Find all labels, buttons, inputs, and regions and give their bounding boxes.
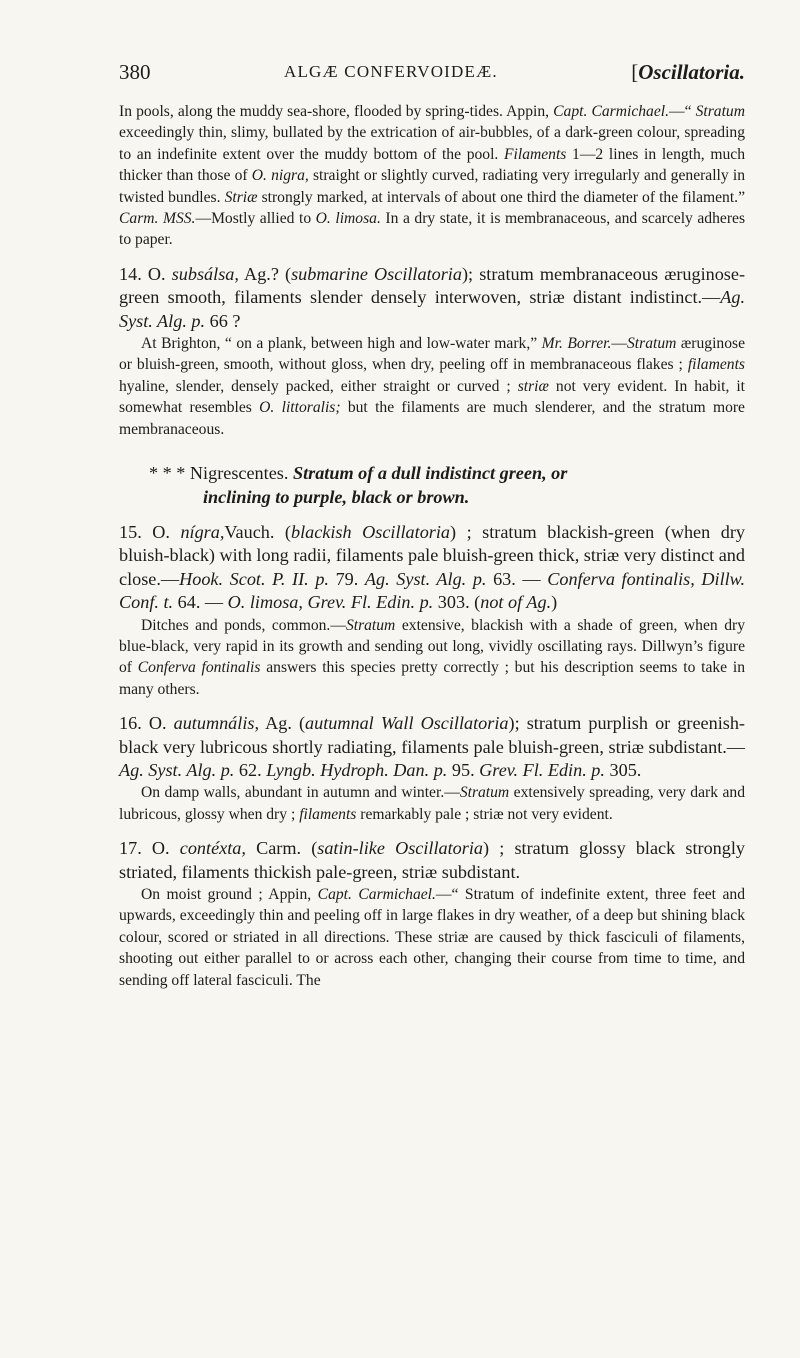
text-run: 303. ( — [433, 592, 481, 613]
text-run: In a dry state, it is membranaceous, and scarcely adheres to paper. — [119, 210, 746, 249]
text-run: Stratum — [627, 335, 677, 353]
text-run: 14. O. — [119, 263, 172, 284]
text-run: —“ Stratum of indefinite extent, three feet and upwards, exceedingly thin and peeling off in large flakes in dry weather, of a deep but shining black colour, scored or striated in all directions. These striæ are caused by thick fasciculi of filaments, shooting out either parallel to or across each other, changing their course from time to time, and sending off lateral fasciculi. The — [119, 886, 745, 989]
text-run: O. limosa, Grev. Fl. Edin. p. — [227, 592, 434, 613]
text-run: but the filaments are much slenderer, and the stratum more membranaceous. — [119, 399, 745, 438]
text-run: Stratum — [459, 784, 510, 802]
text-run: Ag. ( — [259, 713, 306, 734]
text-run: not very evident. In habit, it somewhat resembles — [119, 377, 745, 417]
text-run: filaments — [687, 356, 745, 374]
species-desc-17 — [119, 884, 745, 991]
text-run: nígra, — [180, 521, 225, 542]
text-run: On moist ground ; Appin, — [141, 886, 318, 903]
text-run: ); stratum purplish or greenish-black very lubricous shortly radiating, filaments pale bluish-green, striæ subdistant.— — [119, 713, 745, 757]
species-entry-15 — [119, 521, 745, 615]
text-run: Conferva fontinalis, Dillw. Conf. t. — [119, 568, 746, 613]
group-desc: Stratum of a dull indistinct green, or — [292, 463, 568, 484]
text-run: 15. O. — [119, 521, 181, 542]
text-run: Capt. Carmichael. — [553, 103, 669, 120]
text-run: 62. — [234, 759, 267, 780]
text-run: Lyngb. Hydroph. Dan. p. — [266, 759, 448, 780]
text-run: 16. O. — [119, 713, 174, 734]
body-text — [119, 101, 745, 991]
text-run: striæ — [517, 377, 549, 395]
text-run: Ag. Syst. Alg. p. — [119, 287, 745, 331]
text-run: extensively spreading, very dark and lubricous, glossy when dry ; — [119, 784, 745, 823]
text-run: Carm. ( — [245, 838, 318, 859]
text-run: O. limosa. — [315, 210, 381, 228]
text-run: Ag. Syst. Alg. p. — [364, 568, 487, 589]
text-run: At Brighton, “ on a plank, between high and low-water mark,” — [141, 335, 542, 353]
running-title-text: ALGÆ CONFERVOIDEÆ. — [284, 62, 498, 81]
text-run: Ag.? ( — [238, 263, 292, 284]
species-entry-17 — [119, 837, 745, 884]
text-run: Filaments — [504, 145, 567, 163]
text-run: answers this species pretty correctly ; but his description seems to take in many others. — [119, 659, 745, 698]
text-run: 63. — — [486, 568, 548, 589]
text-run: blackish Oscillatoria — [290, 521, 451, 542]
text-run: 305. — [604, 759, 642, 780]
species-desc-15 — [119, 615, 745, 701]
text-run: straight or slightly curved, radiating very irregularly and generally in twisted bundles. — [119, 167, 745, 206]
group-name: Nigrescentes. — [185, 463, 293, 484]
species-desc-14 — [119, 333, 745, 440]
text-run: —Mostly allied to — [195, 210, 316, 228]
text-run: Stratum — [695, 103, 745, 120]
text-run: 95. — [447, 759, 480, 780]
text-run: Striæ — [224, 188, 258, 206]
text-run: Ditches and ponds, common.— — [141, 616, 346, 634]
section-bracket: [ — [631, 60, 639, 84]
page-number: 380 — [119, 60, 151, 84]
text-run: Hook. Scot. P. II. p. — [179, 568, 329, 589]
text-run: Mr. Borrer. — [541, 335, 612, 353]
text-run: —“ — [669, 103, 696, 120]
text-run: autumnális, — [173, 713, 259, 734]
text-run: autumnal Wall Oscillatoria — [305, 713, 509, 734]
section-tag — [631, 60, 745, 85]
text-run: Stratum — [345, 616, 396, 634]
text-run: 79. — [328, 568, 365, 589]
text-run: submarine Oscillatoria — [291, 263, 462, 284]
text-run: Capt. Carmichael. — [317, 886, 436, 903]
text-run: — — [611, 335, 627, 353]
page-header — [119, 60, 745, 88]
text-run: not of Ag. — [480, 592, 552, 613]
species-entry-16 — [119, 712, 745, 782]
text-run: ) ; stratum glossy black strongly striated, filaments thickish pale-green, striæ subdistant. — [119, 838, 745, 882]
text-run: 64. — — [173, 592, 228, 613]
text-run: satin-like Oscillatoria — [317, 838, 484, 859]
text-run: extensive, blackish with a shade of green, when dry blue-black, very rapid in its growth and sending out long, vividly oscillating rays. Dillwyn’s figure of — [119, 616, 745, 677]
text-run: Conferva fontinalis — [137, 659, 261, 677]
text-run: Vauch. ( — [224, 521, 291, 542]
species-desc-16 — [119, 782, 745, 825]
text-run: ) ; stratum blackish-green (when dry bluish-black) with long radii, filaments pale bluish-green thick, striæ very distinct and close.— — [119, 521, 745, 589]
species-entry-14 — [119, 263, 745, 333]
text-run: Carm. MSS. — [119, 210, 196, 228]
group-stars: * * * — [149, 463, 186, 484]
group-heading — [119, 462, 745, 509]
text-run: hyaline, slender, densely packed, either straight or curved ; — [119, 377, 518, 395]
text-run: O. nigra, — [251, 167, 309, 185]
text-run: On damp walls, abundant in autumn and winter.— — [141, 784, 460, 802]
text-run: æruginose or bluish-green, smooth, without gloss, when dry, peeling off in membranaceous flakes ; — [119, 335, 745, 374]
section-name: Oscillatoria. — [638, 60, 745, 84]
text-run: exceedingly thin, slimy, bullated by the extrication of air-bubbles, of a dark-green colour, spreading to an indefinite extent over the muddy bottom of the pool. — [119, 124, 745, 163]
text-run: remarkably pale ; striæ not very evident. — [356, 805, 613, 823]
paragraph-intro — [119, 101, 745, 251]
text-run: 1—2 lines in length, much thicker than those of — [119, 145, 746, 185]
text-run: 66 ? — [205, 310, 241, 331]
text-run: contéxta, — [179, 838, 246, 859]
text-run: ); stratum membranaceous æruginose-green smooth, filaments slender densely interwoven, striæ distant indistinct.— — [119, 263, 746, 308]
text-run: strongly marked, at intervals of about one third the diameter of the filament.” — [257, 188, 745, 206]
text-run: subsálsa, — [171, 263, 239, 284]
text-run: In pools, along the muddy sea-shore, flooded by spring-tides. Appin, — [119, 103, 554, 120]
running-title — [284, 62, 498, 82]
group-desc-cont: inclining to purple, black or brown. — [203, 486, 470, 507]
text-run: O. littoralis; — [259, 399, 341, 417]
text-run: ) — [551, 592, 558, 613]
text-run: filaments — [299, 805, 357, 823]
text-run: Ag. Syst. Alg. p. — [119, 759, 235, 780]
text-run: Grev. Fl. Edin. p. — [479, 759, 605, 780]
text-run: 17. O. — [119, 838, 180, 859]
